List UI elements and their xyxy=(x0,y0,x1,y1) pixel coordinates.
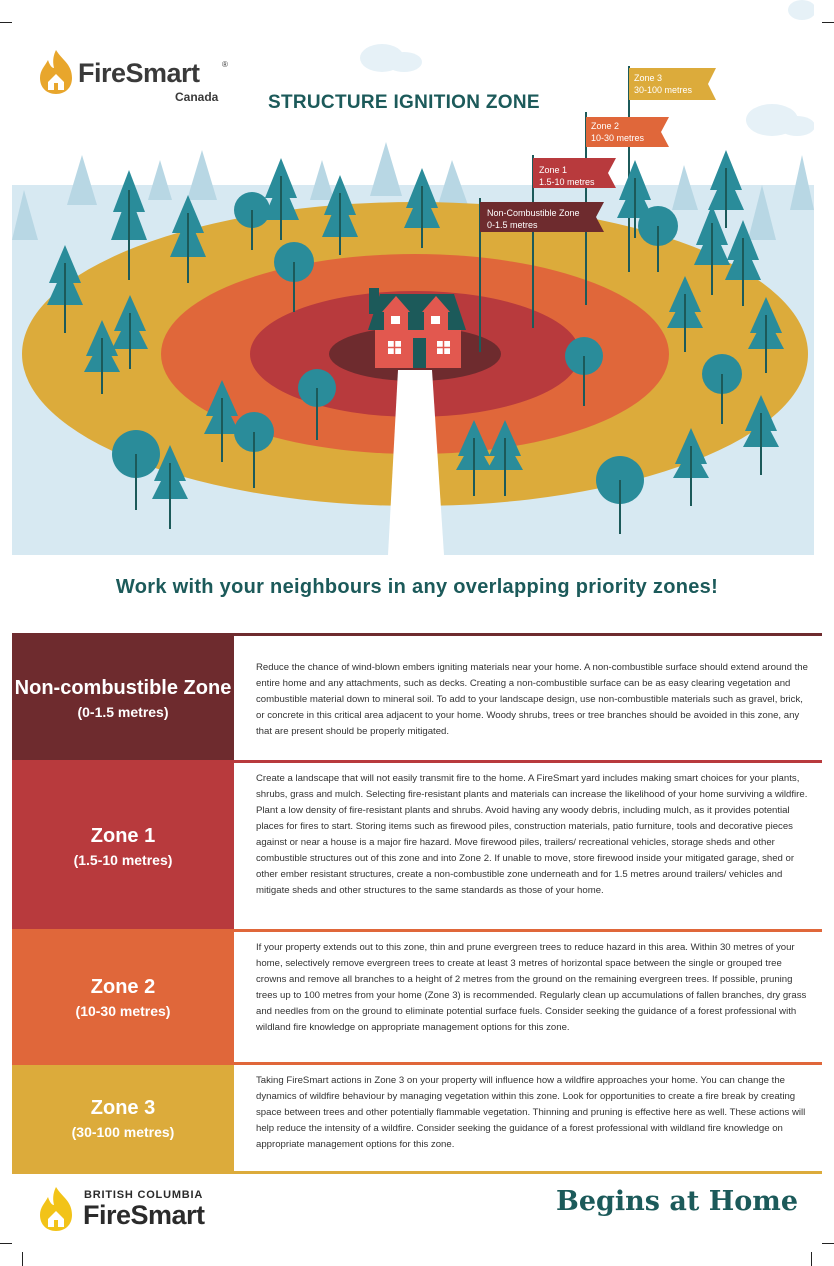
house-icon xyxy=(368,288,466,368)
zone-label xyxy=(12,763,234,929)
zone-description: If your property extends out to this zone, thin and prune evergreen trees to reduce hazard in this area. Within 30 metres of your home, selectively remove evergreen trees to create at least 3 metres of horizontal space between the single or grouped tree crowns and remove all branches to a height of 2 metres from the ground on the remaining evergreen trees. If possible, pruning trees up to 100 metres from your home (Zone 3) is recommended. Regularly clean up accumulations of fallen branches, dry grass and needles from on the ground to eliminate potential surface fuels. Consider seeking the guidance of a forest professional with wildland fire knowledge on appropriate management options for this zone. xyxy=(256,942,807,1033)
zone-name: Non-combustible Zone xyxy=(14,676,232,699)
logo-registered-mark: ® xyxy=(222,60,228,69)
zone-row-zone-2 xyxy=(12,929,822,1062)
zone-row-non-combustible xyxy=(12,633,822,760)
zone1-flag-name: Zone 1 xyxy=(539,165,568,175)
zone-range: (0-1.5 metres) xyxy=(77,703,169,720)
zone3-flag-name: Zone 3 xyxy=(634,73,663,83)
footer-slogan: Begins at Home xyxy=(556,1186,798,1217)
crop-mark xyxy=(0,22,12,23)
zone-description: Create a landscape that will not easily transmit fire to the home. A FireSmart yard includes making smart choices for your plants, shrubs, grass and mulch. Selecting fire-resistant plants and materials can increase the likelihood of your home surviving a wildfire. Plant a low density of fire-resistant plants and shrubs. Avoid having any woody debris, including mulch, as it provides potential places for fires to start. Storing items such as firewood piles, construction materials, patio furniture, tools and decorative pieces against or near a house is a major fire hazard. Move firewood piles, trailers/ recreational vehicles, storage sheds and other combustible structures out of this zone and into Zone 2. If unable to move, store firewood inside your mitigated garage, shed or other ember resistant structures, create a non-combustible zone underneath and for 1.5 metres around trailers/ vehicles and mitigate sheds and other structures to the same standards as those of your home. xyxy=(256,773,808,896)
zone-label xyxy=(12,636,234,760)
zone-name: Zone 2 xyxy=(90,975,156,998)
crop-mark xyxy=(22,1252,23,1266)
logo-line-2: FireSmart xyxy=(83,1200,205,1230)
nc-flag-range: 0-1.5 metres xyxy=(487,220,538,230)
zone2-flag-range: 10-30 metres xyxy=(591,133,645,143)
zone-range: (1.5-10 metres) xyxy=(73,851,173,868)
logo-line-1: BRITISH COLUMBIA xyxy=(84,1189,204,1201)
zone-range: (30-100 metres) xyxy=(71,1123,175,1140)
crop-mark xyxy=(822,22,834,23)
logo-wordmark: FireSmart xyxy=(78,58,200,88)
zone-name: Zone 3 xyxy=(90,1096,156,1119)
zone-description: Taking FireSmart actions in Zone 3 on your property will influence how a wildfire approaches your home. You can change the dynamics of wildfire behaviour by managing vegetation within this zone. Look for opportunities to create a fire break by creating space between trees and other potentially flammable vegetation. Thinning and pruning is effective here as well. These actions will help reduce the intensity of a wildfire. Consider seeking the guidance of a forest professional with wildland fire knowledge on appropriate management options for this zone. xyxy=(256,1075,806,1150)
crop-mark xyxy=(822,1243,834,1244)
zone1-flag-range: 1.5-10 metres xyxy=(539,177,595,187)
zone-row-zone-1 xyxy=(12,760,822,929)
zone-row-zone-3 xyxy=(12,1062,822,1174)
nc-flag-name: Non-Combustible Zone xyxy=(487,208,580,218)
neighbours-tagline: Work with your neighbours in any overlapping priority zones! xyxy=(115,576,719,598)
diagram-title: STRUCTURE IGNITION ZONE xyxy=(268,92,540,113)
zone-table xyxy=(12,633,822,1174)
flame-house-icon xyxy=(36,48,76,96)
crop-mark xyxy=(0,1243,12,1244)
zone-label xyxy=(12,932,234,1062)
zone-name: Zone 1 xyxy=(90,824,156,847)
crop-mark xyxy=(811,1252,812,1266)
flame-house-icon xyxy=(36,1185,76,1233)
logo-subtitle: Canada xyxy=(175,90,219,104)
zone2-flag-name: Zone 2 xyxy=(591,121,620,131)
zone-label xyxy=(12,1065,234,1171)
bc-firesmart-logo xyxy=(36,1185,246,1237)
firesmart-canada-logo xyxy=(36,48,246,108)
zone-description: Reduce the chance of wind-blown embers igniting materials near your home. A non-combustible surface should extend around the entire home and any attachments, such as decks. Creating a non-combustible surface can be as easy clearing vegetation and combustible material down to mineral soil. To add to your landscape design, use non-combustible materials such as gravel, brick, or concrete in this critical area adjacent to your home. Woody shrubs, trees or tree branches should be avoided in this zone, any that are present should be properly mitigated. xyxy=(256,662,808,737)
zone-range: (10-30 metres) xyxy=(75,1002,171,1019)
zone3-flag-range: 30-100 metres xyxy=(634,85,693,95)
